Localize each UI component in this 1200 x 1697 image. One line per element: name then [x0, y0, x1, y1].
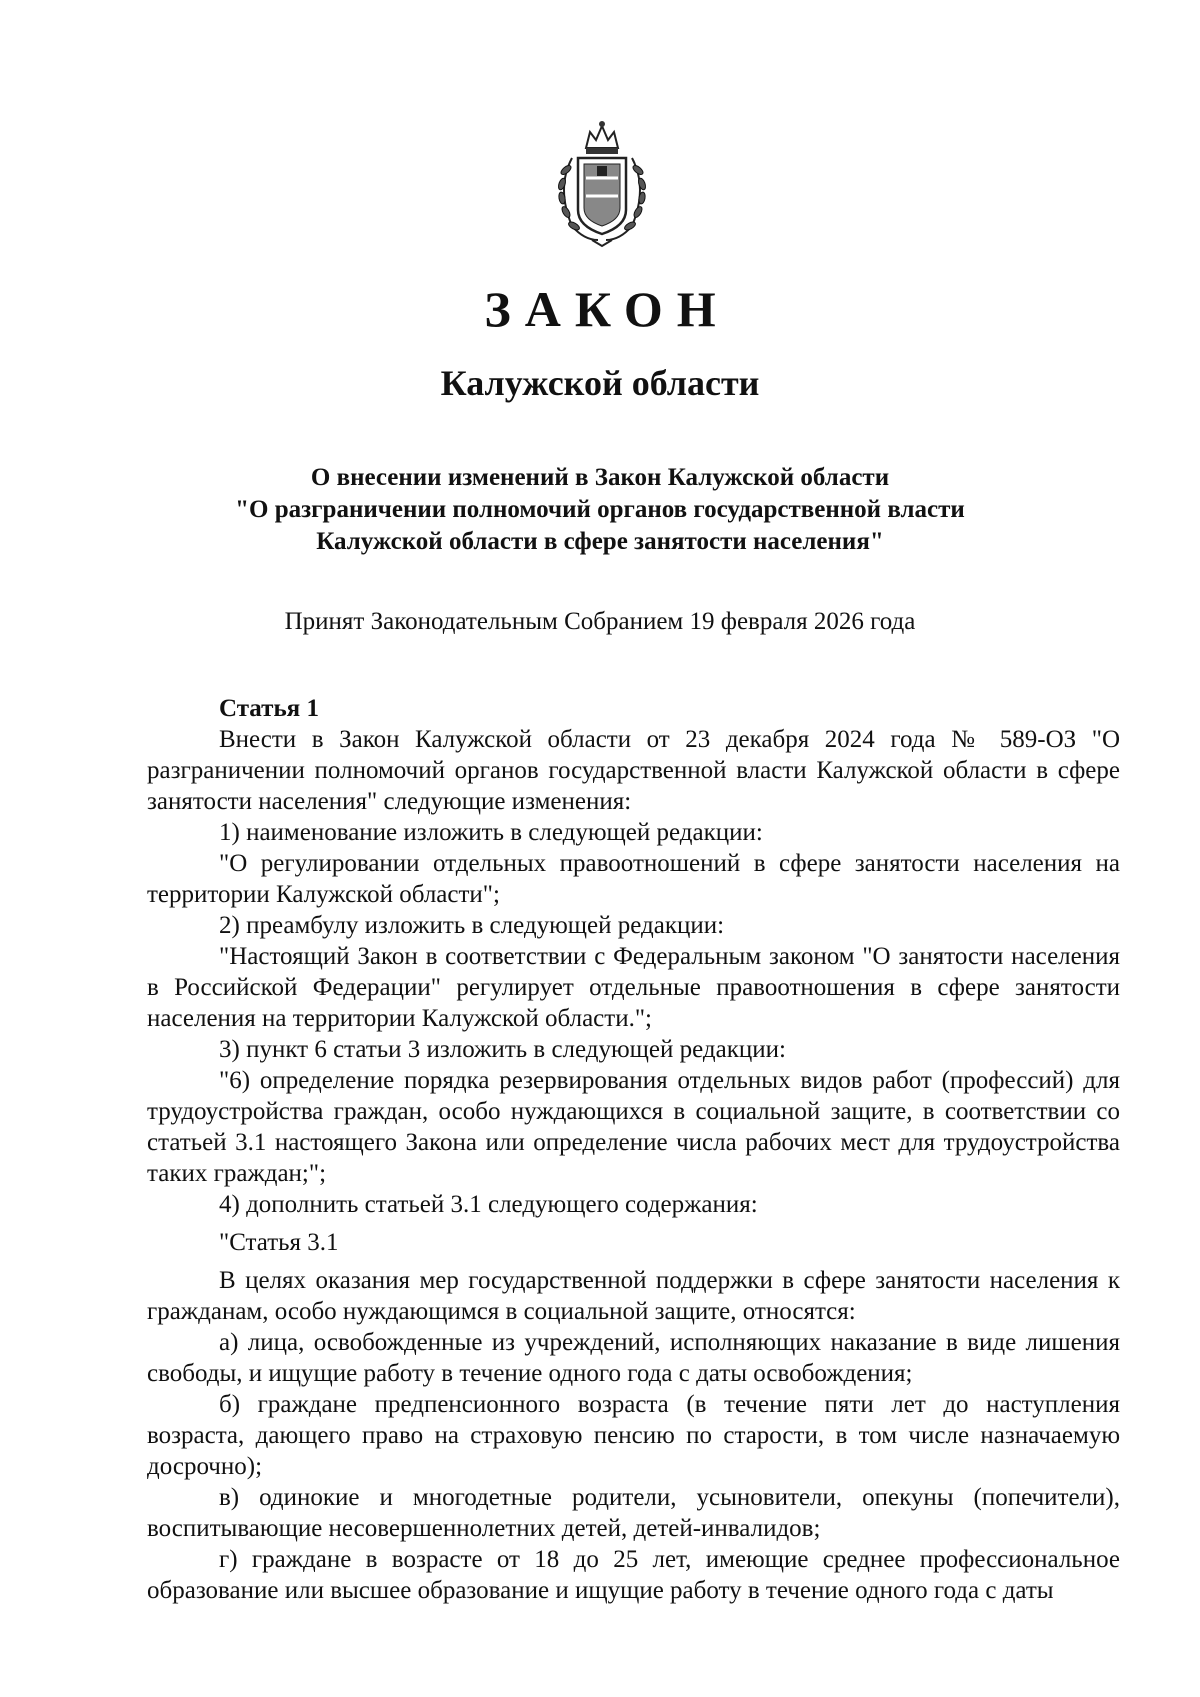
paragraph: 1) наименование изложить в следующей редакции: — [219, 819, 763, 846]
paragraph: "О регулировании отдельных правоотношений в сфере занятости населения на территории Калужской области"; — [147, 850, 1120, 908]
new-article-heading: "Статья 3.1 — [219, 1229, 339, 1256]
list-item: а) лица, освобожденные из учреждений, исполняющих наказание в виде лишения свободы, и ищущие работу в течение одного года с даты освобождения; — [147, 1329, 1120, 1387]
subject-line: О внесении изменений в Закон Калужской области — [310, 464, 890, 491]
coat-of-arms-emblem — [542, 118, 662, 250]
kaluga-coat-of-arms-icon — [542, 118, 662, 250]
paragraph: Внести в Закон Калужской области от 23 декабря 2024 года № 589-ОЗ "О разграничении полномочий органов государственной власти Калужской области в сфере занятости населения" следующие изменения: — [147, 726, 1120, 815]
paragraph: "6) определение порядка резервирования отдельных видов работ (профессий) для трудоустройства граждан, особо нуждающихся в социальной защите, в соответствии со статьей 3.1 настоящего Закона или определение числа рабочих мест для трудоустройства таких граждан;"; — [147, 1067, 1120, 1187]
paragraph: 4) дополнить статьей 3.1 следующего содержания: — [219, 1191, 758, 1218]
law-subject — [0, 462, 1200, 558]
adoption-date: Принят Законодательным Собранием 19 февраля 2026 года — [284, 608, 916, 635]
list-item: г) граждане в возрасте от 18 до 25 лет, имеющие среднее профессиональное образование или высшее образование и ищущие работу в течение одного года с даты — [147, 1546, 1120, 1604]
region-name: Калужской области — [440, 363, 760, 403]
subject-line: "О разграничении полномочий органов государственной власти — [235, 496, 965, 523]
list-item: б) граждане предпенсионного возраста (в течение пяти лет до наступления возраста, дающего право на страховую пенсию по старости, в том числе назначаемую досрочно); — [147, 1391, 1120, 1480]
paragraph: "Настоящий Закон в соответствии с Федеральным законом "О занятости населения в Российской Федерации" регулирует отдельные правоотношения в сфере занятости населения на территории Калужской области."; — [147, 943, 1120, 1032]
article-heading: Статья 1 — [219, 695, 319, 722]
document-body — [147, 693, 1120, 1606]
paragraph: 3) пункт 6 статьи 3 изложить в следующей редакции: — [219, 1036, 786, 1063]
paragraph: 2) преамбулу изложить в следующей редакции: — [219, 912, 725, 939]
subject-line: Калужской области в сфере занятости населения" — [316, 528, 884, 555]
document-title: ЗАКОН — [484, 281, 730, 337]
list-item: в) одинокие и многодетные родители, усыновители, опекуны (попечители), воспитывающие несовершеннолетних детей, детей-инвалидов; — [147, 1484, 1120, 1542]
paragraph: В целях оказания мер государственной поддержки в сфере занятости населения к гражданам, особо нуждающимся в социальной защите, относятся: — [147, 1267, 1120, 1325]
